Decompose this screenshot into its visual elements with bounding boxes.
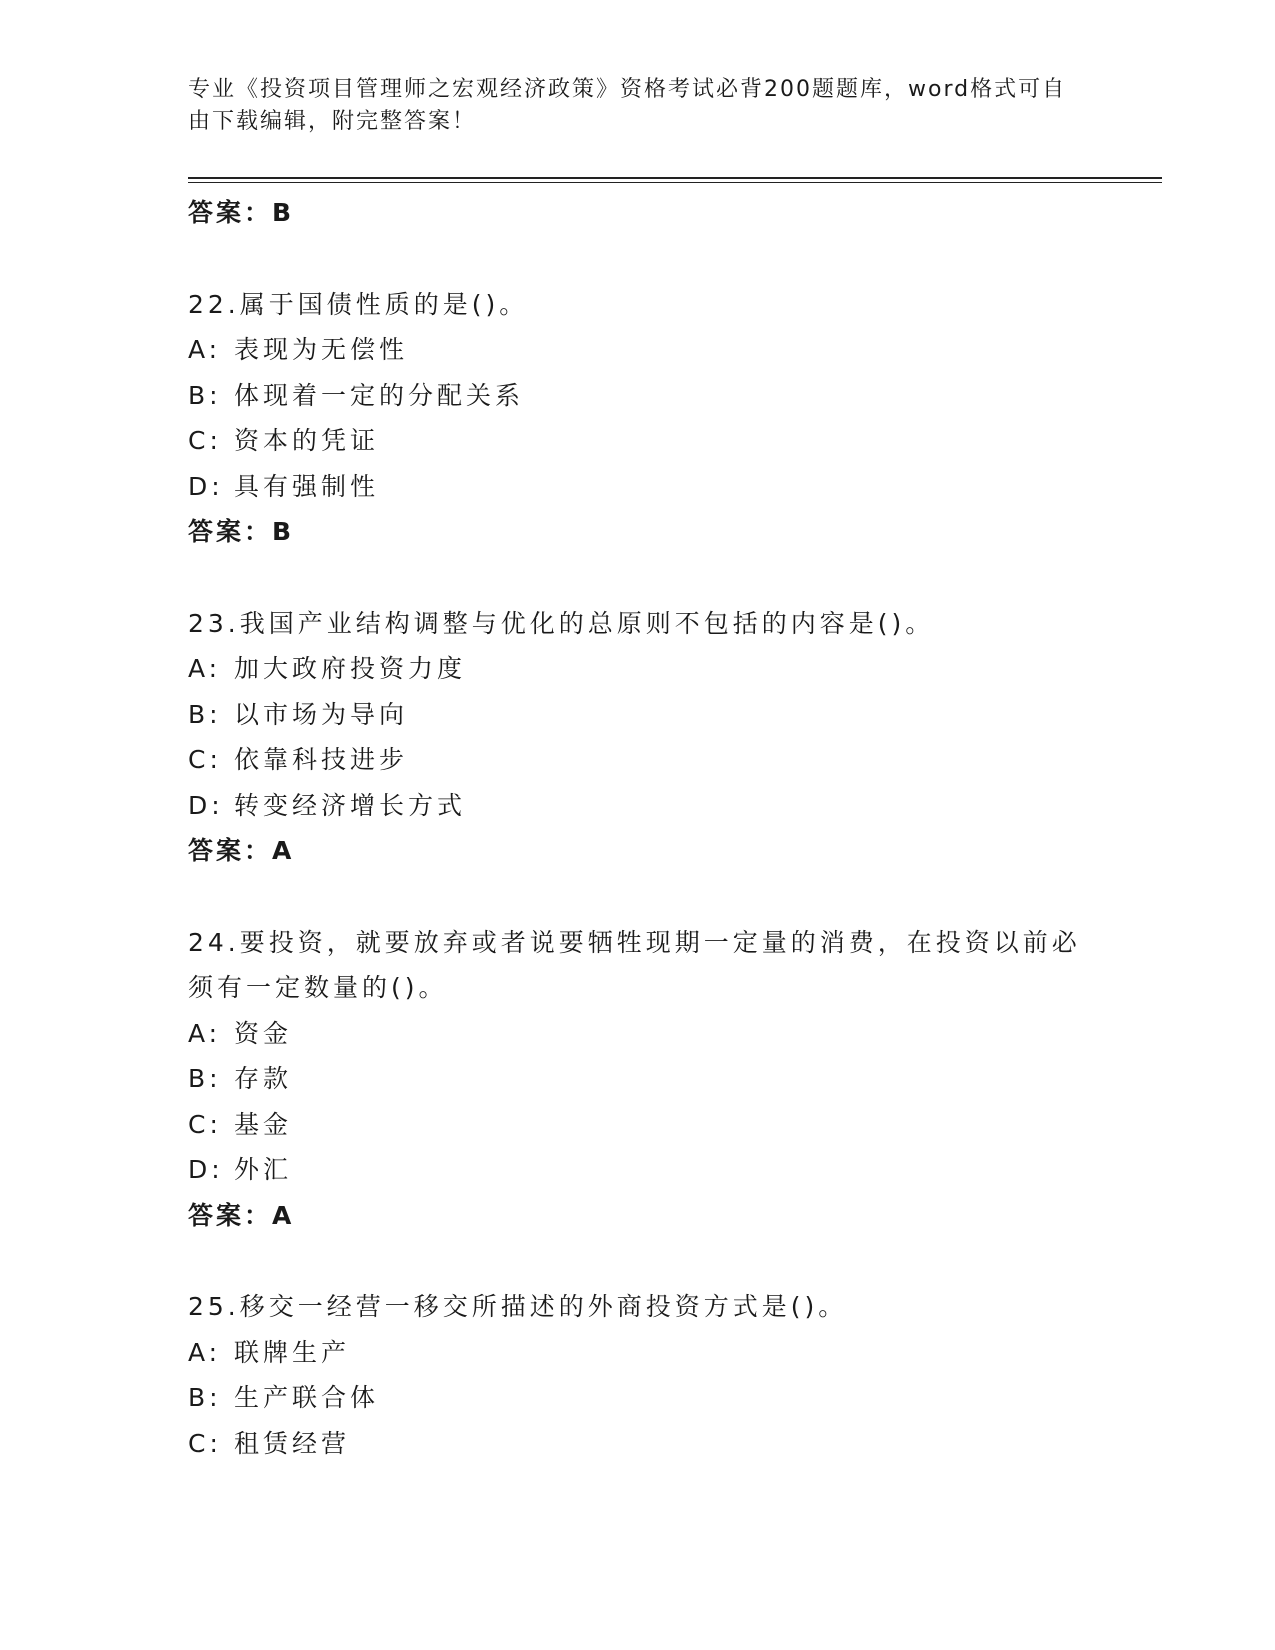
- option-a: [188, 1011, 1088, 1057]
- question-stem: 23.我国产业结构调整与优化的总原则不包括的内容是()。: [188, 608, 935, 638]
- question-stem: 25.移交一经营一移交所描述的外商投资方式是()。: [188, 1292, 848, 1321]
- option-key: D:: [188, 471, 224, 501]
- option-text: 生产联合体: [234, 1383, 380, 1412]
- option-key: C:: [188, 1428, 222, 1458]
- answer-label: 答案：: [188, 517, 273, 546]
- option-key: C:: [188, 1109, 222, 1139]
- option-text: 租赁经营: [234, 1428, 351, 1458]
- option-text: 表现为无偿性: [234, 335, 409, 364]
- answer-value: B: [272, 198, 295, 227]
- option-key: D:: [188, 790, 224, 820]
- option-text: 加大政府投资力度: [234, 654, 467, 683]
- header-divider-thin: [188, 182, 1162, 183]
- answer-line: [188, 828, 1088, 874]
- option-text: 存款: [234, 1064, 293, 1093]
- option-key: A:: [188, 335, 222, 364]
- question-list: [188, 190, 1088, 1466]
- option-a: [188, 1330, 1088, 1376]
- option-key: A:: [188, 654, 222, 683]
- option-key: A:: [188, 1018, 222, 1048]
- answer-line: [188, 1193, 1088, 1239]
- header-divider-thick: [188, 177, 1162, 179]
- question-stem: 22.属于国债性质的是()。: [188, 289, 529, 319]
- option-key: C:: [188, 426, 222, 455]
- option-key: B:: [188, 699, 222, 729]
- option-key: B:: [188, 380, 222, 410]
- question-stem-line-2: 须有一定数量的()。: [188, 973, 448, 1002]
- question-block: [188, 282, 1088, 555]
- option-text: 具有强制性: [234, 471, 380, 501]
- option-b: [188, 1056, 1088, 1102]
- option-c: [188, 1102, 1088, 1148]
- option-d: [188, 1147, 1088, 1193]
- option-key: B:: [188, 1064, 222, 1093]
- question-block: [188, 1284, 1088, 1466]
- answer-label: 答案：: [188, 836, 273, 865]
- question-stem-line-1: 24.要投资，就要放弃或者说要牺牲现期一定量的消费，在投资以前必: [188, 927, 1081, 957]
- option-b: [188, 1375, 1088, 1421]
- option-key: D:: [188, 1155, 224, 1184]
- document-header: 专业《投资项目管理师之宏观经济政策》资格考试必背200题题库，word格式可自由下载编辑，附完整答案！: [188, 77, 1067, 134]
- option-key: A:: [188, 1337, 222, 1367]
- option-text: 外汇: [234, 1155, 293, 1184]
- option-text: 资金: [234, 1018, 293, 1048]
- option-text: 转变经济增长方式: [234, 790, 467, 820]
- option-text: 体现着一定的分配关系: [234, 380, 525, 410]
- option-key: B:: [188, 1383, 222, 1412]
- option-key: C:: [188, 745, 222, 774]
- answer-value: A: [272, 836, 295, 865]
- option-d: [188, 783, 1088, 829]
- answer-label: 答案：: [188, 198, 273, 227]
- option-text: 依靠科技进步: [234, 745, 409, 774]
- answer-value: A: [272, 1200, 295, 1230]
- question-block: [188, 601, 1088, 874]
- question-block: [188, 920, 1088, 1239]
- answer-value: B: [272, 517, 295, 546]
- answer-line: [188, 190, 1088, 236]
- option-text: 基金: [234, 1109, 293, 1139]
- option-text: 联牌生产: [234, 1337, 351, 1367]
- option-a: [188, 646, 1088, 692]
- option-b: [188, 373, 1088, 419]
- option-text: 以市场为导向: [234, 699, 409, 729]
- option-text: 资本的凭证: [234, 426, 380, 455]
- option-a: [188, 327, 1088, 373]
- option-b: [188, 692, 1088, 738]
- option-c: [188, 737, 1088, 783]
- option-c: [188, 1421, 1088, 1467]
- answer-label: 答案：: [188, 1200, 273, 1230]
- answer-line: [188, 509, 1088, 555]
- option-d: [188, 464, 1088, 510]
- option-c: [188, 418, 1088, 464]
